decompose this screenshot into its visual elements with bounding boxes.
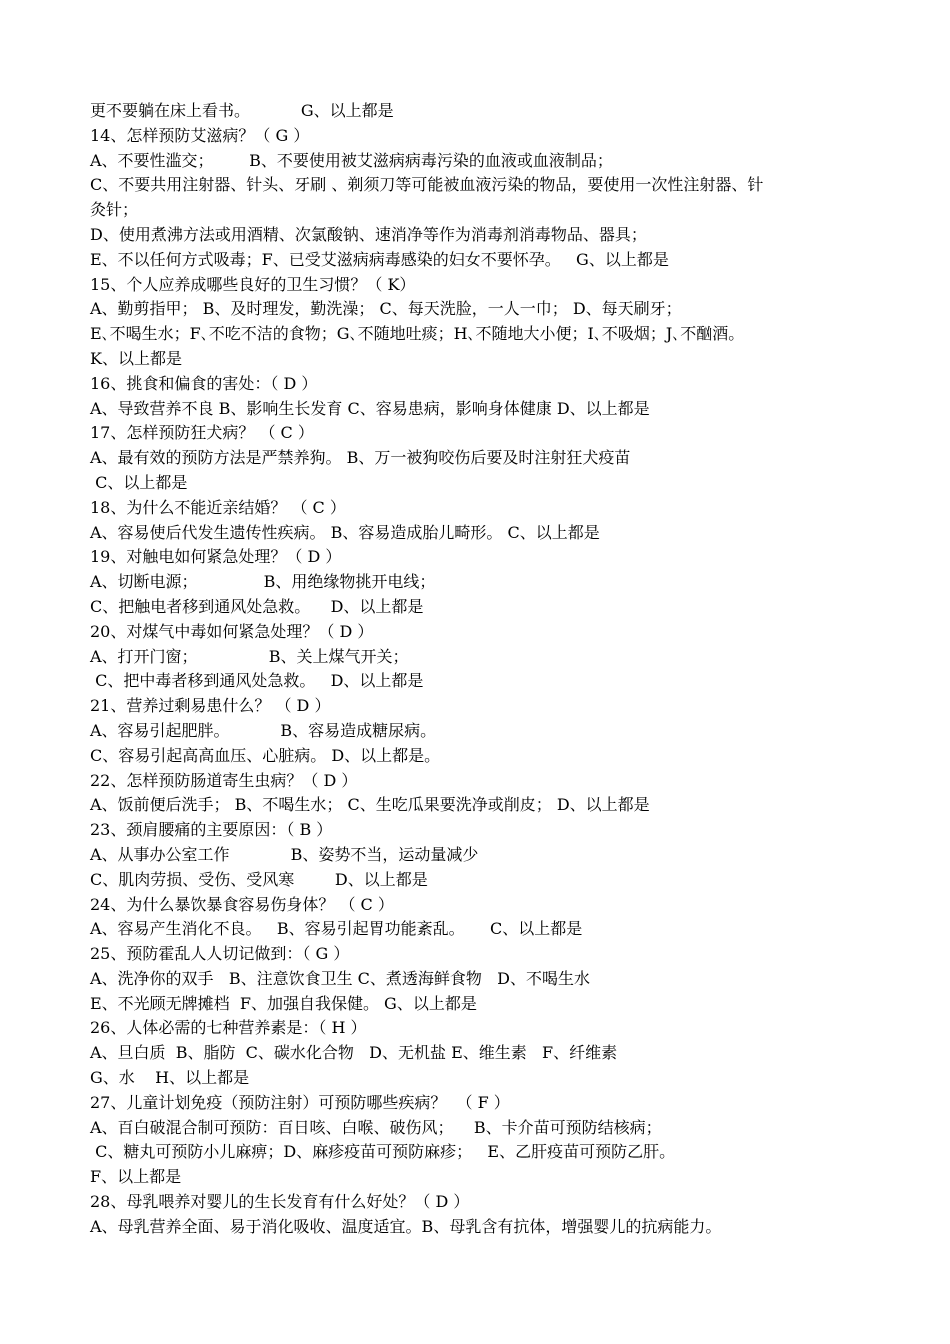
text-line: C、不要共用注射器、针头、牙刷 、剃须刀等可能被血液污染的物品，要使用一次性注射器、针 <box>90 175 764 195</box>
text-line: A、勤剪指甲； B、及时理发，勤洗澡； C、每天洗脸，一人一巾； D、每天刷牙； <box>90 299 682 319</box>
text-line: G、水 H、以上都是 <box>90 1068 250 1088</box>
question-21: 21、营养过剩易患什么？ （ D ） <box>90 696 331 716</box>
text-line: A、切断电源； B、用绝缘物挑开电线； <box>90 572 436 592</box>
text-line: A、百白破混合制可预防：百日咳、白喉、破伤风； B、卡介苗可预防结核病； <box>90 1117 662 1137</box>
text-line: A、打开门窗； B、关上煤气开关； <box>90 646 409 666</box>
text-line: C、糖丸可预防小儿麻痹；D、麻疹疫苗可预防麻疹； E、乙肝疫苗可预防乙肝。 <box>90 1142 676 1162</box>
question-20: 20、对煤气中毒如何紧急处理？（ D ） <box>90 621 374 641</box>
question-17: 17、怎样预防狂犬病？ （ C ） <box>90 423 314 443</box>
text-line: A、容易使后代发生遗传性疾病。 B、容易造成胎儿畸形。 C、以上都是 <box>90 522 600 542</box>
text-line: A、旦白质 B、脂防 C、碳水化合物 D、无机盐 E、维生素 F、纤维素 <box>90 1043 618 1063</box>
text-line: A、不要性滥交； B、不要使用被艾滋病病毒污染的血液或血液制品； <box>90 150 613 170</box>
text-line: A、洗净你的双手 B、注意饮食卫生 C、煮透海鲜食物 D、不喝生水 <box>90 968 590 988</box>
text-line: A、从事办公室工作 B、姿势不当，运动量减少 <box>90 844 479 864</box>
text-line: 更不要躺在床上看书。 G、以上都是 <box>90 101 394 120</box>
text-line: K、以上都是 <box>90 348 182 368</box>
document-body <box>90 99 870 1240</box>
text-line: C、肌肉劳损、受伤、受风寒 D、以上都是 <box>90 869 428 889</box>
question-14: 14、怎样预防艾滋病？（ G ） <box>90 125 310 145</box>
text-line: A、容易产生消化不良。 B、容易引起胃功能紊乱。 C、以上都是 <box>90 919 583 939</box>
question-25: 25、预防霍乱人人切记做到：（ G ） <box>90 944 350 964</box>
text-line: A、饭前便后洗手； B、不喝生水； C、生吃瓜果要洗净或削皮； D、以上都是 <box>90 795 650 815</box>
question-18: 18、为什么不能近亲结婚？ （ C ） <box>90 497 346 517</box>
text-line: C、以上都是 <box>90 472 188 492</box>
text-line: E、不以任何方式吸毒；F、已受艾滋病病毒感染的妇女不要怀孕。 G、以上都是 <box>90 249 669 269</box>
question-19: 19、对触电如何紧急处理？（ D ） <box>90 547 342 567</box>
question-26: 26、人体必需的七种营养素是：（ H ） <box>90 1018 367 1038</box>
text-line: C、容易引起高高血压、心脏病。 D、以上都是。 <box>90 745 441 765</box>
text-line: A、最有效的预防方法是严禁养狗。 B、万一被狗咬伤后要及时注射狂犬疫苗 <box>90 448 631 468</box>
question-28: 28、母乳喂养对婴儿的生长发育有什么好处？（ D ） <box>90 1192 470 1212</box>
text-line: A、母乳营养全面、易于消化吸收、温度适宜。B、母乳含有抗体，增强婴儿的抗病能力。 <box>90 1216 722 1236</box>
question-24: 24、为什么暴饮暴食容易伤身体？ （ C ） <box>90 894 394 914</box>
text-line: C、把中毒者移到通风处急救。 D、以上都是 <box>90 671 424 691</box>
text-line: 灸针； <box>90 200 139 220</box>
text-line: D、使用煮沸方法或用酒精、次氯酸钠、速消净等作为消毒剂消毒物品、器具； <box>90 224 647 244</box>
question-22: 22、怎样预防肠道寄生虫病？（ D ） <box>90 770 358 790</box>
text-line: A、容易引起肥胖。 B、容易造成糖尿病。 <box>90 720 437 740</box>
question-16: 16、挑食和偏食的害处：（ D ） <box>90 373 318 393</box>
text-line: C、把触电者移到通风处急救。 D、以上都是 <box>90 596 424 616</box>
text-line: E､不喝生水；F､不吃不洁的食物；G､不随地吐痰；H､不随地大小便；I､不吸烟；J､不酗酒。 <box>90 324 745 344</box>
question-15: 15、个人应养成哪些良好的卫生习惯？（ K） <box>90 274 416 294</box>
text-line: A、导致营养不良 B、影响生长发育 C、容易患病，影响身体健康 D、以上都是 <box>90 398 650 418</box>
question-27: 27、儿童计划免疫（预防注射）可预防哪些疾病？ （ F ） <box>90 1092 510 1112</box>
text-line: F、以上都是 <box>90 1167 182 1187</box>
text-line: E、不光顾无牌摊档 F、加强自我保健。 G、以上都是 <box>90 993 477 1013</box>
question-23: 23、颈肩腰痛的主要原因：（ B ） <box>90 820 333 840</box>
